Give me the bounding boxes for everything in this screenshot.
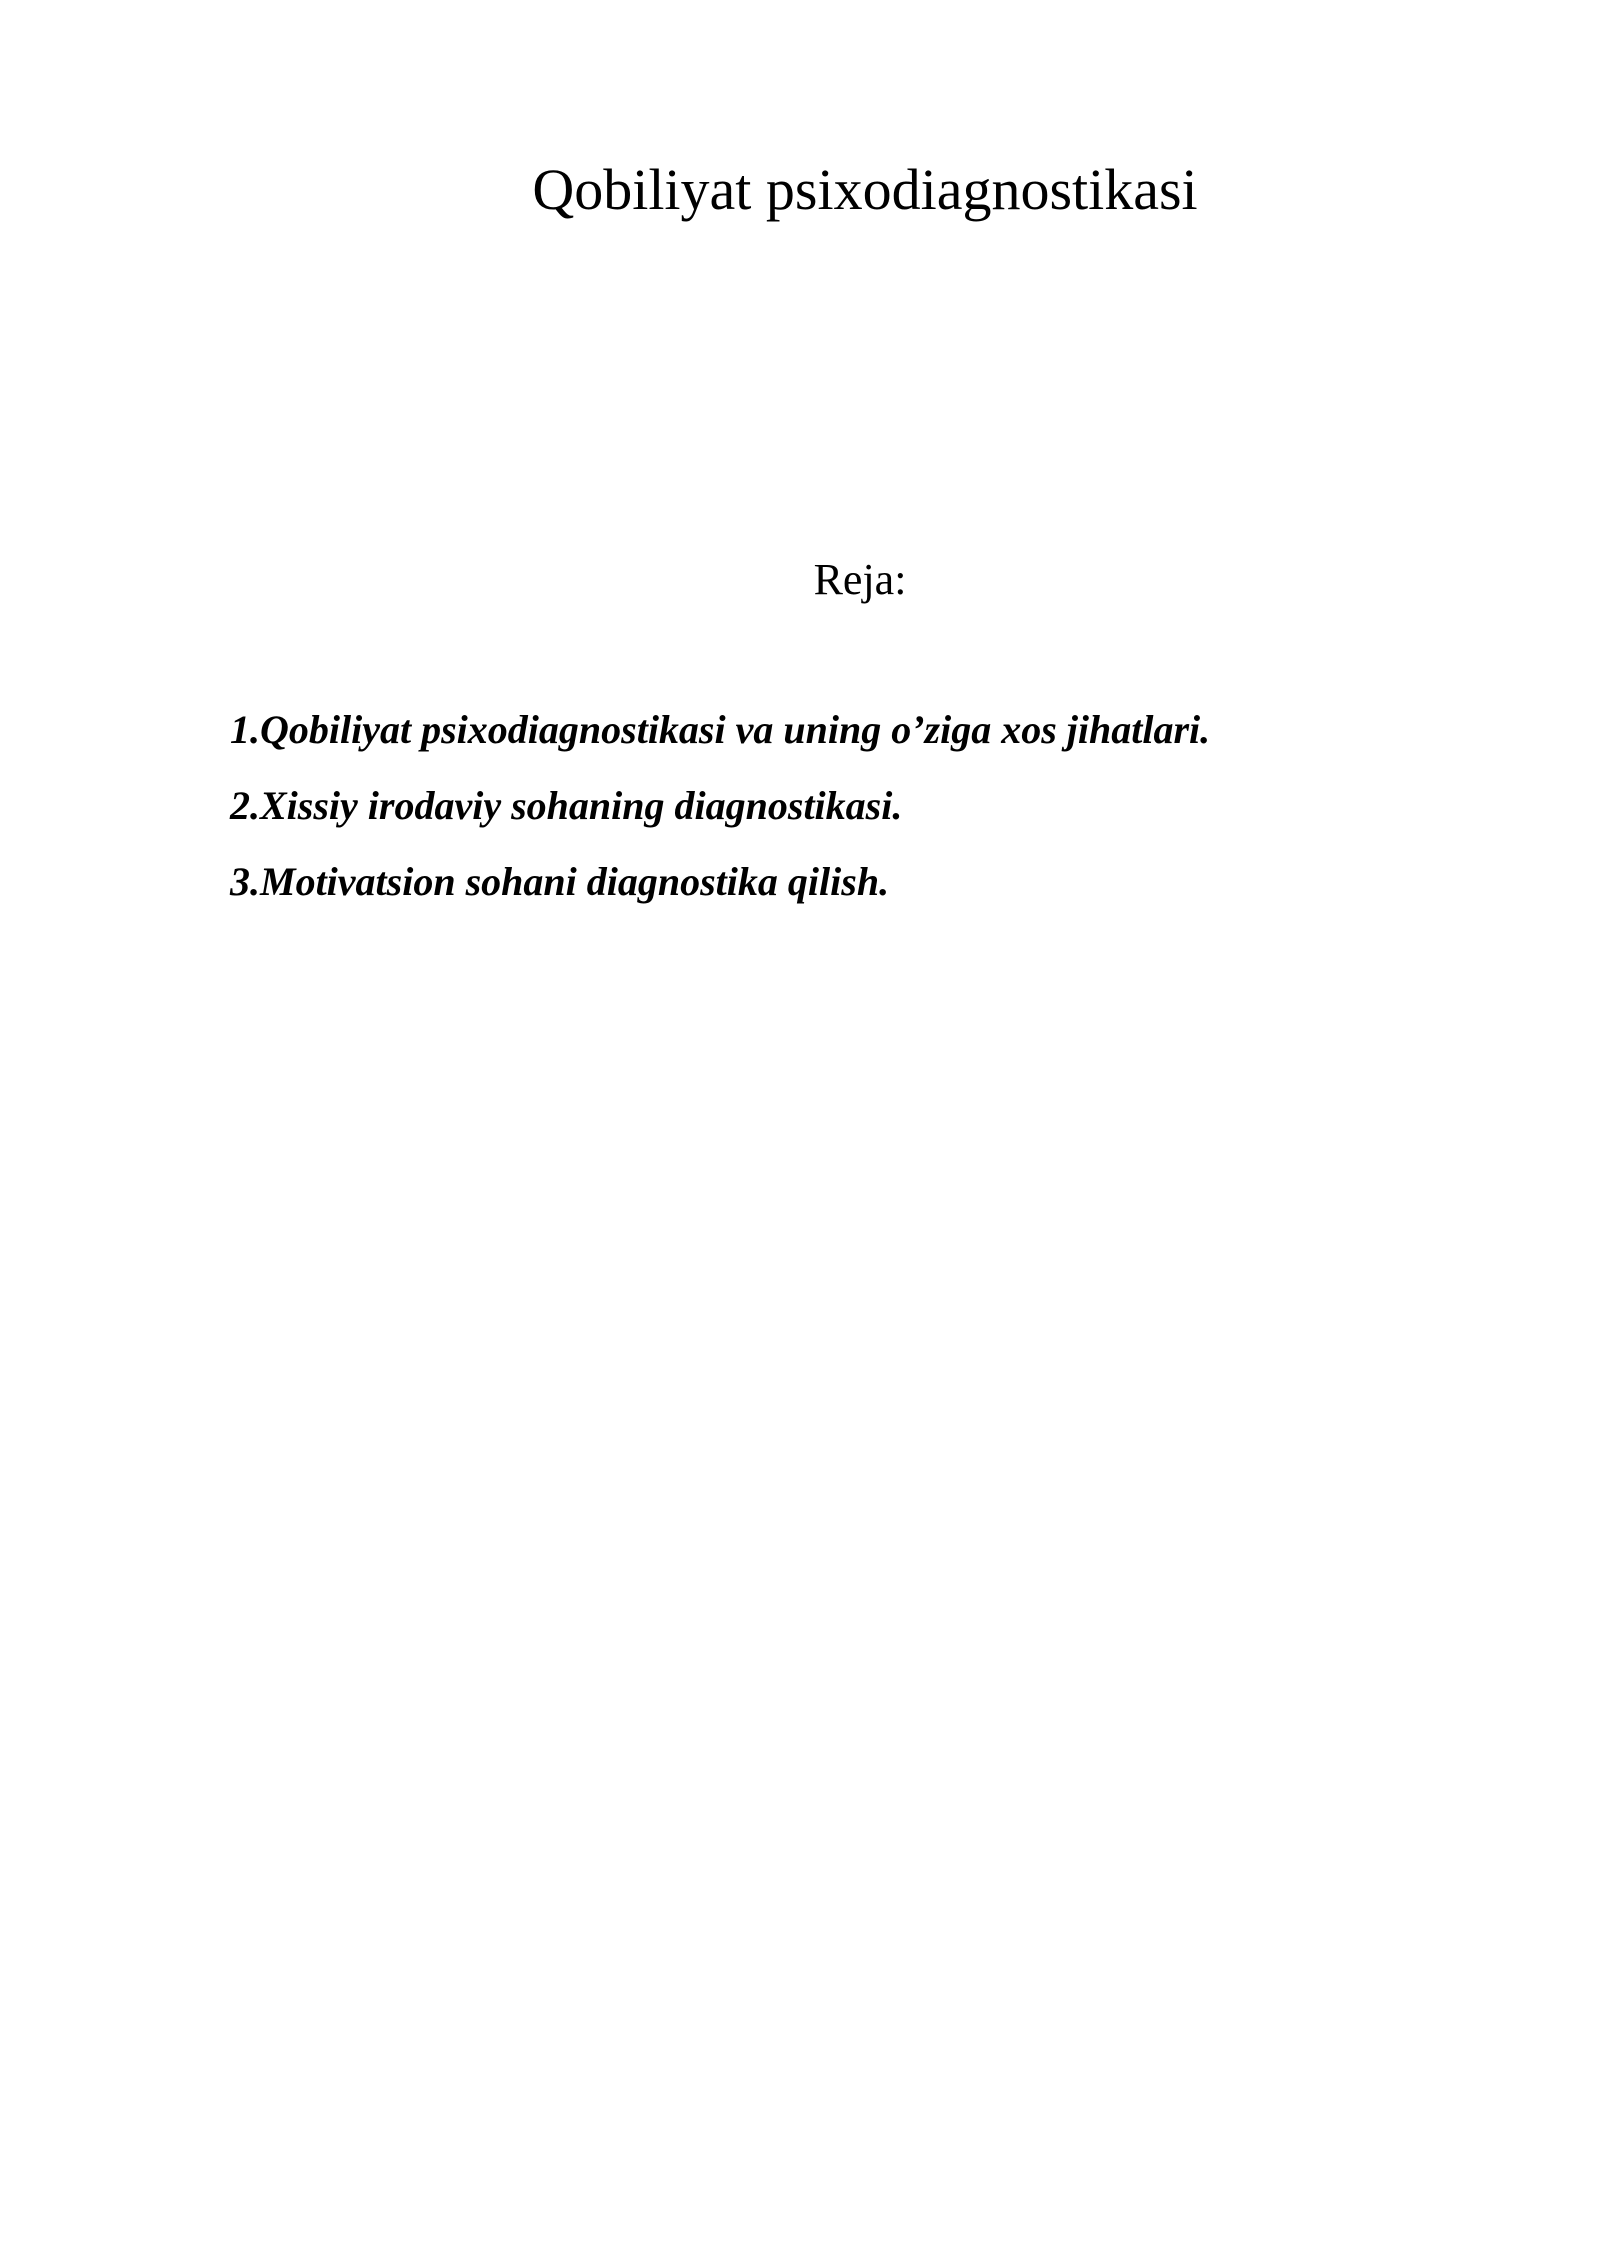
document-title: Qobiliyat psixodiagnostikasi <box>532 157 1198 222</box>
plan-heading: Reja: <box>813 555 907 604</box>
plan-item-1: 1.Qobiliyat psixodiagnostikasi va uning o’ziga xos jihatlari. <box>230 707 1211 752</box>
plan-item-2: 2.Xissiy irodaviy sohaning diagnostikasi. <box>230 783 903 828</box>
plan-list <box>230 692 1210 920</box>
plan-item-3: 3.Motivatsion sohani diagnostika qilish. <box>230 859 890 904</box>
